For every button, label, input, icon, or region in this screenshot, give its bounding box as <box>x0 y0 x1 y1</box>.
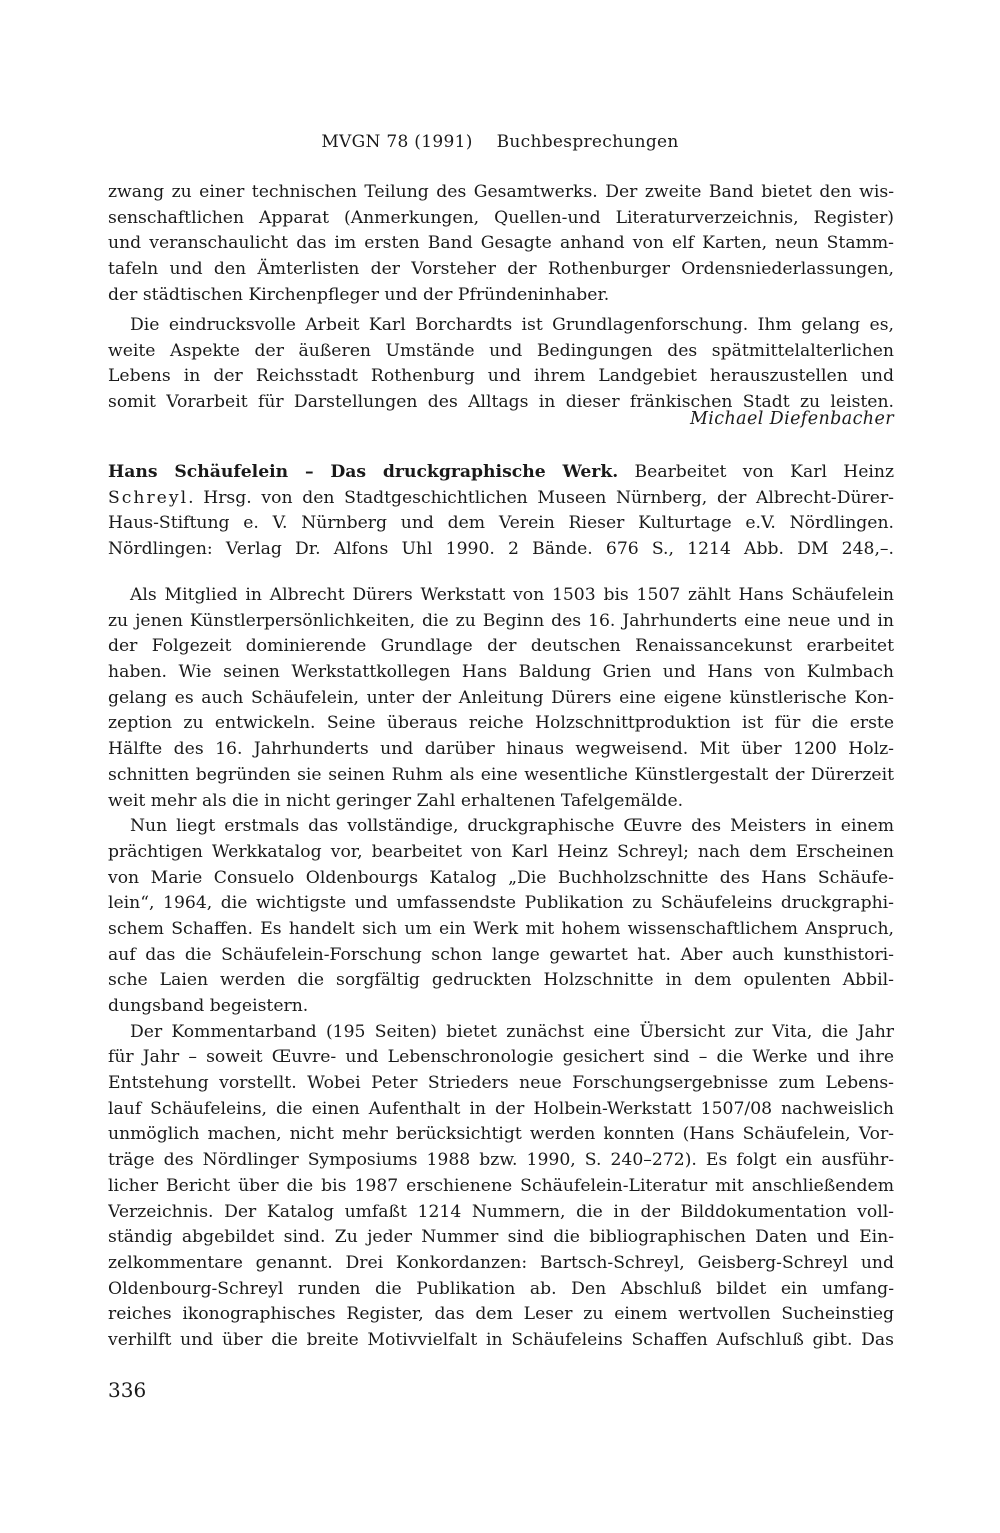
book-title: Hans Schäufelein – Das druckgraphische Werk. <box>108 462 619 482</box>
running-header <box>0 132 1000 152</box>
text-line: der städtischen Kirchenpfleger und der Pfründeninhaber. <box>108 284 610 305</box>
page-number: 336 <box>108 1378 147 1402</box>
text-line: verhilft und über die breite Motivvielfalt in Schäufeleins Schaffen Aufschluß gibt. Das <box>108 1329 894 1350</box>
text-line: Nun liegt erstmals das vollständige, druckgraphische Œuvre des Meisters in einem <box>130 816 894 837</box>
text-line: für Jahr – soweit Œuvre- und Lebenschronologie gesichert sind – die Werke und ihre <box>108 1047 894 1068</box>
journal-reference: MVGN 78 (1991) <box>321 132 473 152</box>
text-line: weite Aspekte der äußeren Umstände und Bedingungen des spätmittelalterlichen <box>108 340 894 361</box>
text-line: licher Bericht über die bis 1987 erschienene Schäufelein-Literatur mit anschließendem <box>108 1175 894 1196</box>
text-line: haben. Wie seinen Werkstattkollegen Hans Baldung Grien und Hans von Kulmbach <box>108 662 894 683</box>
text-line: Hälfte des 16. Jahrhunderts und darüber hinaus wegweisend. Mit über 1200 Holz- <box>108 739 894 760</box>
text-line: weit mehr als die in nicht geringer Zahl erhaltenen Tafelgemälde. <box>108 790 684 811</box>
text-line: Die eindrucksvolle Arbeit Karl Borchardts ist Grundlagenforschung. Ihm gelang es, <box>130 315 894 335</box>
review1-paragraph1 <box>108 180 894 308</box>
text-line: gelang es auch Schäufelein, unter der Anleitung Dürers eine eigene künstlerische Kon- <box>108 687 894 708</box>
text-line: lein“, 1964, die wichtigste und umfassendste Publikation zu Schäufeleins druckgraphi- <box>108 893 894 914</box>
text-line: und veranschaulicht das im ersten Band Gesagte anhand von elf Karten, neun Stamm- <box>108 233 894 254</box>
text-line: träge des Nördlinger Symposiums 1988 bzw. 1990, S. 240–272). Es folgt ein ausführ- <box>108 1150 894 1171</box>
text-line: ständig abgebildet sind. Zu jeder Nummer sind die bibliographischen Daten und Ein- <box>108 1227 894 1248</box>
text-line: dungsband begeistern. <box>108 996 309 1016</box>
section-title: Buchbesprechungen <box>496 132 679 152</box>
text-line: Der Kommentarband (195 Seiten) bietet zunächst eine Übersicht zur Vita, die Jahr <box>130 1021 894 1042</box>
text-line: schem Schaffen. Es handelt sich um ein Werk mit hohem wissenschaftlichem Anspruch, <box>108 918 894 939</box>
text-line: prächtigen Werkkatalog vor, bearbeitet von Karl Heinz Schreyl; nach dem Erscheinen <box>108 841 894 862</box>
text-line: Als Mitglied in Albrecht Dürers Werkstatt von 1503 bis 1507 zählt Hans Schäufelein <box>130 585 894 605</box>
citation-line: Haus-Stiftung e. V. Nürnberg und dem Verein Rieser Kulturtage e.V. Nördlingen. <box>108 513 894 534</box>
text-line: Verzeichnis. Der Katalog umfaßt 1214 Nummern, die in der Bilddokumentation voll- <box>108 1201 894 1222</box>
citation-text: Bearbeitet von Karl Heinz <box>634 462 894 482</box>
text-line: der Folgezeit dominierende Grundlage der deutschen Renaissancekunst erarbeitet <box>108 636 894 657</box>
text-line: schnitten begründen sie seinen Ruhm als eine wesentliche Künstlergestalt der Dürerzeit <box>108 764 894 785</box>
text-line: unmöglich machen, nicht mehr berücksichtigt werden konnten (Hans Schäufelein, Vor- <box>108 1124 894 1145</box>
editor-name: Schreyl <box>108 487 189 508</box>
text-line: zelkommentare genannt. Drei Konkordanzen: Bartsch-Schreyl, Geisberg-Schreyl und <box>108 1252 894 1273</box>
text-line: tafeln und den Ämterlisten der Vorsteher der Rothenburger Ordensniederlassungen, <box>108 259 894 280</box>
text-line: somit Vorarbeit für Darstellungen des Alltags in dieser fränkischen Stadt zu leisten. <box>108 392 894 413</box>
review1-paragraph2 <box>108 313 894 416</box>
text-line: Lebens in der Reichsstadt Rothenburg und ihrem Landgebiet herauszustellen und <box>108 366 894 387</box>
citation-line <box>108 460 894 486</box>
text-line: sche Laien werden die sorgfältig gedruckten Holzschnitte in dem opulenten Abbil- <box>108 970 894 991</box>
review2-paragraph1 <box>108 583 894 1354</box>
citation-line <box>108 486 894 512</box>
text-line: von Marie Consuelo Oldenbourgs Katalog „Die Buchholzschnitte des Hans Schäufe- <box>108 867 894 888</box>
text-line: auf das die Schäufelein-Forschung schon lange gewartet hat. Aber auch kunsthistori- <box>108 944 894 965</box>
review2-citation <box>108 460 894 563</box>
text-line: zeption zu entwickeln. Seine überaus reiche Holzschnittproduktion ist für die erste <box>108 713 894 734</box>
text-line: zwang zu einer technischen Teilung des Gesamtwerks. Der zweite Band bietet den wis- <box>108 182 894 202</box>
text-line: Entstehung vorstellt. Wobei Peter Strieders neue Forschungsergebnisse zum Lebens- <box>108 1073 894 1094</box>
text-line: Oldenbourg-Schreyl runden die Publikation ab. Den Abschluß bildet ein umfang- <box>108 1278 894 1299</box>
text-line: zu jenen Künstlerpersönlichkeiten, die zu Beginn des 16. Jahrhunderts eine neue und in <box>108 610 894 631</box>
citation-line: Nördlingen: Verlag Dr. Alfons Uhl 1990. 2 Bände. 676 S., 1214 Abb. DM 248,–. <box>108 539 894 560</box>
citation-text: . Hrsg. von den Stadtgeschichtlichen Museen Nürnberg, der Albrecht-Dürer- <box>188 487 894 508</box>
text-line: lauf Schäufeleins, die einen Aufenthalt in der Holbein-Werkstatt 1507/08 nachweislich <box>108 1098 894 1119</box>
text-line: senschaftlichen Apparat (Anmerkungen, Quellen-und Literaturverzeichnis, Register) <box>108 207 894 228</box>
reviewer-signature: Michael Diefenbacher <box>689 409 894 429</box>
text-line: reiches ikonographisches Register, das dem Leser zu einem wertvollen Sucheinstieg <box>108 1304 894 1325</box>
